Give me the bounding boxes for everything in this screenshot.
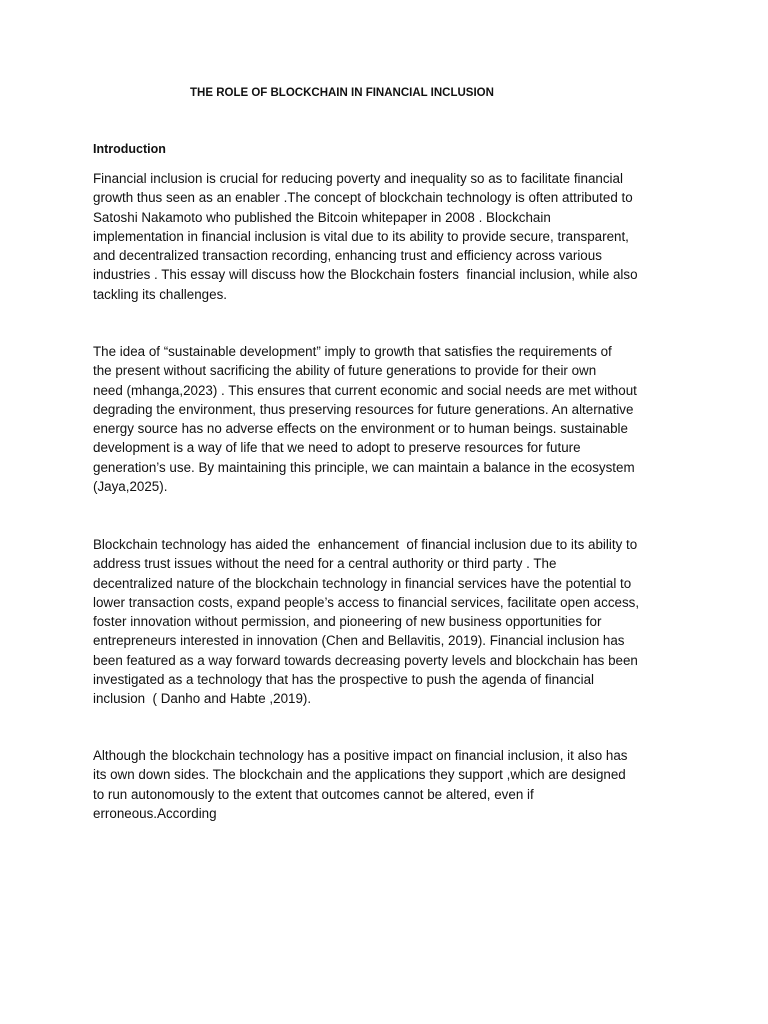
paragraph-line: energy source has no adverse effects on the environment or to human beings. sustainable bbox=[93, 421, 628, 437]
paragraph-line: development is a way of life that we need to adopt to preserve resources for future bbox=[93, 440, 581, 456]
paragraph-line: Blockchain technology has aided the enhancement of financial inclusion due to its ability to bbox=[93, 537, 638, 552]
paragraph-line: The idea of “sustainable development” imply to growth that satisfies the requirements of bbox=[93, 344, 612, 359]
paragraph-line: Satoshi Nakamoto who published the Bitcoin whitepaper in 2008 . Blockchain bbox=[93, 209, 551, 225]
paragraph-line: erroneous.According bbox=[93, 805, 217, 821]
paragraph-line: generation’s use. By maintaining this principle, we can maintain a balance in the ecosystem bbox=[93, 459, 635, 475]
paragraph-line: (Jaya,2025). bbox=[93, 479, 168, 495]
document-title: THE ROLE OF BLOCKCHAIN IN FINANCIAL INCLUSION bbox=[190, 87, 494, 99]
paragraph-line: decentralized nature of the blockchain technology in financial services have the potential to bbox=[93, 575, 632, 591]
paragraph-line: Financial inclusion is crucial for reducing poverty and inequality so as to facilitate financial bbox=[93, 171, 623, 186]
paragraph-line: been featured as a way forward towards decreasing poverty levels and blockchain has been bbox=[93, 652, 638, 668]
paragraph-line: industries . This essay will discuss how the Blockchain fosters financial inclusion, while also bbox=[93, 267, 638, 283]
paragraph-2 bbox=[93, 342, 683, 496]
paragraph-line: Although the blockchain technology has a positive impact on financial inclusion, it also has bbox=[93, 748, 628, 763]
paragraph-line: foster innovation without permission, and pioneering of new business opportunities for bbox=[93, 614, 602, 630]
paragraph-line: investigated as a technology that has the prospective to push the agenda of financial bbox=[93, 672, 595, 688]
paragraph-line: address trust issues without the need for a central authority or third party . The bbox=[93, 556, 557, 572]
paragraph-1 bbox=[93, 169, 683, 304]
paragraph-line: entrepreneurs interested in innovation (Chen and Bellavitis, 2019). Financial inclusion has bbox=[93, 633, 625, 649]
paragraph-line: implementation in financial inclusion is vital due to its ability to provide secure, transparent, bbox=[93, 228, 629, 244]
section-heading-introduction: Introduction bbox=[93, 142, 166, 156]
paragraph-4 bbox=[93, 746, 683, 823]
paragraph-line: lower transaction costs, expand people’s access to financial services, facilitate open access, bbox=[93, 594, 640, 610]
paragraph-line: inclusion ( Danho and Habte ,2019). bbox=[93, 691, 312, 707]
paragraph-line: growth thus seen as an enabler .The concept of blockchain technology is often attributed to bbox=[93, 190, 633, 206]
paragraph-line: and decentralized transaction recording, enhancing trust and efficiency across various bbox=[93, 248, 602, 264]
paragraph-line: its own down sides. The blockchain and the applications they support ,which are designed bbox=[93, 767, 626, 783]
paragraph-line: to run autonomously to the extent that outcomes cannot be altered, even if bbox=[93, 786, 534, 802]
paragraph-line: need (mhanga,2023) . This ensures that current economic and social needs are met without bbox=[93, 382, 637, 398]
paragraph-line: degrading the environment, thus preserving resources for future generations. An alternative bbox=[93, 401, 634, 417]
paragraph-line: the present without sacrificing the ability of future generations to provide for their own bbox=[93, 363, 597, 379]
paragraph-3 bbox=[93, 535, 683, 709]
paragraph-line: tackling its challenges. bbox=[93, 286, 227, 302]
